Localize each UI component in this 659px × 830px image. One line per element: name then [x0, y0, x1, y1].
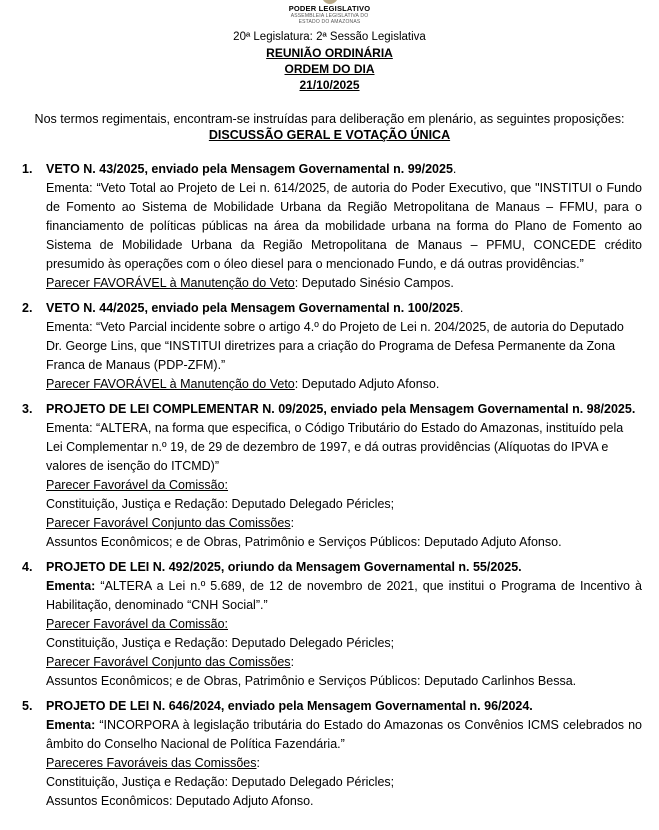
item-ementa — [46, 716, 642, 754]
parecer-comissao-value: Constituição, Justiça e Redação: Deputado Delegado Péricles; — [46, 497, 395, 511]
ementa-label: Ementa: — [46, 579, 96, 593]
item-number: 3. — [22, 402, 33, 416]
agenda-item — [22, 558, 642, 691]
item-title-suffix: . — [459, 301, 464, 315]
ementa-label: Ementa: — [46, 181, 93, 195]
item-number: 1. — [22, 162, 33, 176]
parecer-conjunto-suffix: : — [290, 655, 295, 669]
item-title: PROJETO DE LEI N. 646/2024, enviado pela Mensagem Governamental n. 96/2024. — [46, 699, 533, 713]
item-number: 2. — [22, 301, 33, 315]
parecer-conjunto — [46, 653, 642, 672]
item-title: VETO N. 43/2025, enviado pela Mensagem Governamental n. 99/2025 — [46, 162, 453, 176]
parecer-conjunto-label: Parecer Favorável Conjunto das Comissões — [46, 655, 291, 669]
item-ementa — [46, 577, 642, 615]
item-parecer — [46, 375, 642, 394]
item-number: 5. — [22, 699, 33, 713]
item-ementa — [46, 318, 642, 375]
ementa-label: Ementa: — [46, 320, 93, 334]
parecer-label: Parecer FAVORÁVEL à Manutenção do Veto — [46, 276, 295, 290]
logo-subtitle-1: ASSEMBLEIA LEGISLATIVA DO — [290, 13, 369, 19]
item-ementa — [46, 179, 642, 274]
logo-title: PODER LEGISLATIVO — [288, 4, 371, 13]
legislatura-line: 20ª Legislatura: 2ª Sessão Legislativa — [233, 31, 426, 43]
ementa-text: “Veto Parcial incidente sobre o artigo 4.º do Projeto de Lei n. 204/2025, de autoria do Deputado Dr. George Lins, que “INSTITUI diretrizes para a criação do Programa de Defesa Permanente da Zona Franca de Manaus (PDP-ZFM).” — [46, 320, 624, 372]
item-ementa — [46, 419, 642, 476]
parecer-conjunto-label: Parecer Favorável Conjunto das Comissões — [46, 516, 291, 530]
parecer-value: : Deputado Adjuto Afonso. — [294, 377, 440, 391]
parecer-conjunto-value: Assuntos Econômicos; e de Obras, Patrimônio e Serviços Públicos: Deputado Adjuto Afonso. — [46, 535, 562, 549]
parecer-line: Assuntos Econômicos: Deputado Adjuto Afonso. — [46, 794, 314, 808]
parecer-comissao-value: Constituição, Justiça e Redação: Deputado Delegado Péricles; — [46, 636, 395, 650]
agenda-item — [22, 299, 642, 394]
intro-text: Nos termos regimentais, encontram-se instruídas para deliberação em plenário, as seguintes proposições: — [34, 112, 625, 126]
parecer-conjunto-suffix: : — [290, 516, 295, 530]
item-title: PROJETO DE LEI COMPLEMENTAR N. 09/2025, enviado pela Mensagem Governamental n. 98/2025. — [46, 402, 636, 416]
parecer-conjunto — [46, 514, 642, 533]
ementa-text: “ALTERA, na forma que especifica, o Código Tributário do Estado do Amazonas, instituído pela Lei Complementar n.º 19, de 29 de dezembro de 1997, e dá outras providências (Alíquotas do IPVA e valores de isenção do ITCMD)” — [46, 421, 624, 473]
pareceres — [46, 754, 642, 773]
agenda-item — [22, 160, 642, 293]
item-parecer — [46, 274, 642, 293]
parecer-label: Parecer FAVORÁVEL à Manutenção do Veto — [46, 377, 295, 391]
section-title: DISCUSSÃO GERAL E VOTAÇÃO ÚNICA — [208, 128, 451, 142]
ementa-text: “INCORPORA à legislação tributária do Estado do Amazonas os Convênios ICMS celebrados no âmbito do Conselho Nacional de Política Fazendária.” — [46, 718, 642, 751]
meeting-date: 21/10/2025 — [299, 78, 360, 92]
item-number: 4. — [22, 560, 33, 574]
agenda-item — [22, 697, 642, 811]
parecer-comissao-label: Parecer Favorável da Comissão: — [46, 478, 229, 492]
pareceres-suffix: : — [256, 756, 260, 770]
parecer-conjunto-value: Assuntos Econômicos; e de Obras, Patrimônio e Serviços Públicos: Deputado Carlinhos Bessa. — [46, 674, 577, 688]
pareceres-label: Pareceres Favoráveis das Comissões — [46, 756, 257, 770]
agenda-items — [22, 160, 642, 817]
item-title: PROJETO DE LEI N. 492/2025, oriundo da Mensagem Governamental n. 55/2025. — [46, 560, 522, 574]
ementa-label: Ementa: — [46, 421, 93, 435]
parecer-comissao-label: Parecer Favorável da Comissão: — [46, 617, 229, 631]
parecer-value: : Deputado Sinésio Campos. — [294, 276, 454, 290]
agenda-title: ORDEM DO DIA — [284, 62, 375, 76]
parecer-line: Constituição, Justiça e Redação: Deputado Delegado Péricles; — [46, 775, 395, 789]
ementa-text: “ALTERA a Lei n.º 5.689, de 12 de novembro de 2021, que institui o Programa de Incentivo à Habilitação, denominado “CNH Social”.” — [46, 579, 642, 612]
item-title: VETO N. 44/2025, enviado pela Mensagem Governamental n. 100/2025 — [46, 301, 460, 315]
meeting-type: REUNIÃO ORDINÁRIA — [266, 46, 393, 60]
logo-subtitle-2: ESTADO DO AMAZONAS — [298, 19, 361, 25]
agenda-item — [22, 400, 642, 552]
item-title-suffix: . — [452, 162, 457, 176]
ementa-text: “Veto Total ao Projeto de Lei n. 614/2025, de autoria do Poder Executivo, que "INSTITUI o Fundo de Fomento ao Sistema de Mobilidade Urbana da Região Metropolitana de Manaus – FFMU, para o financiamento de políticas públicas na área da mobilidade urbana na forma do Plano de Fomento ao Sistema de Mobilidade Urbana da Região Metropolitana de Manaus – PFMU, CONCEDE crédito presumido às operações com o óleo diesel para o mencionado Fundo, e dá outras providências.” — [46, 181, 642, 271]
ementa-label: Ementa: — [46, 718, 96, 732]
